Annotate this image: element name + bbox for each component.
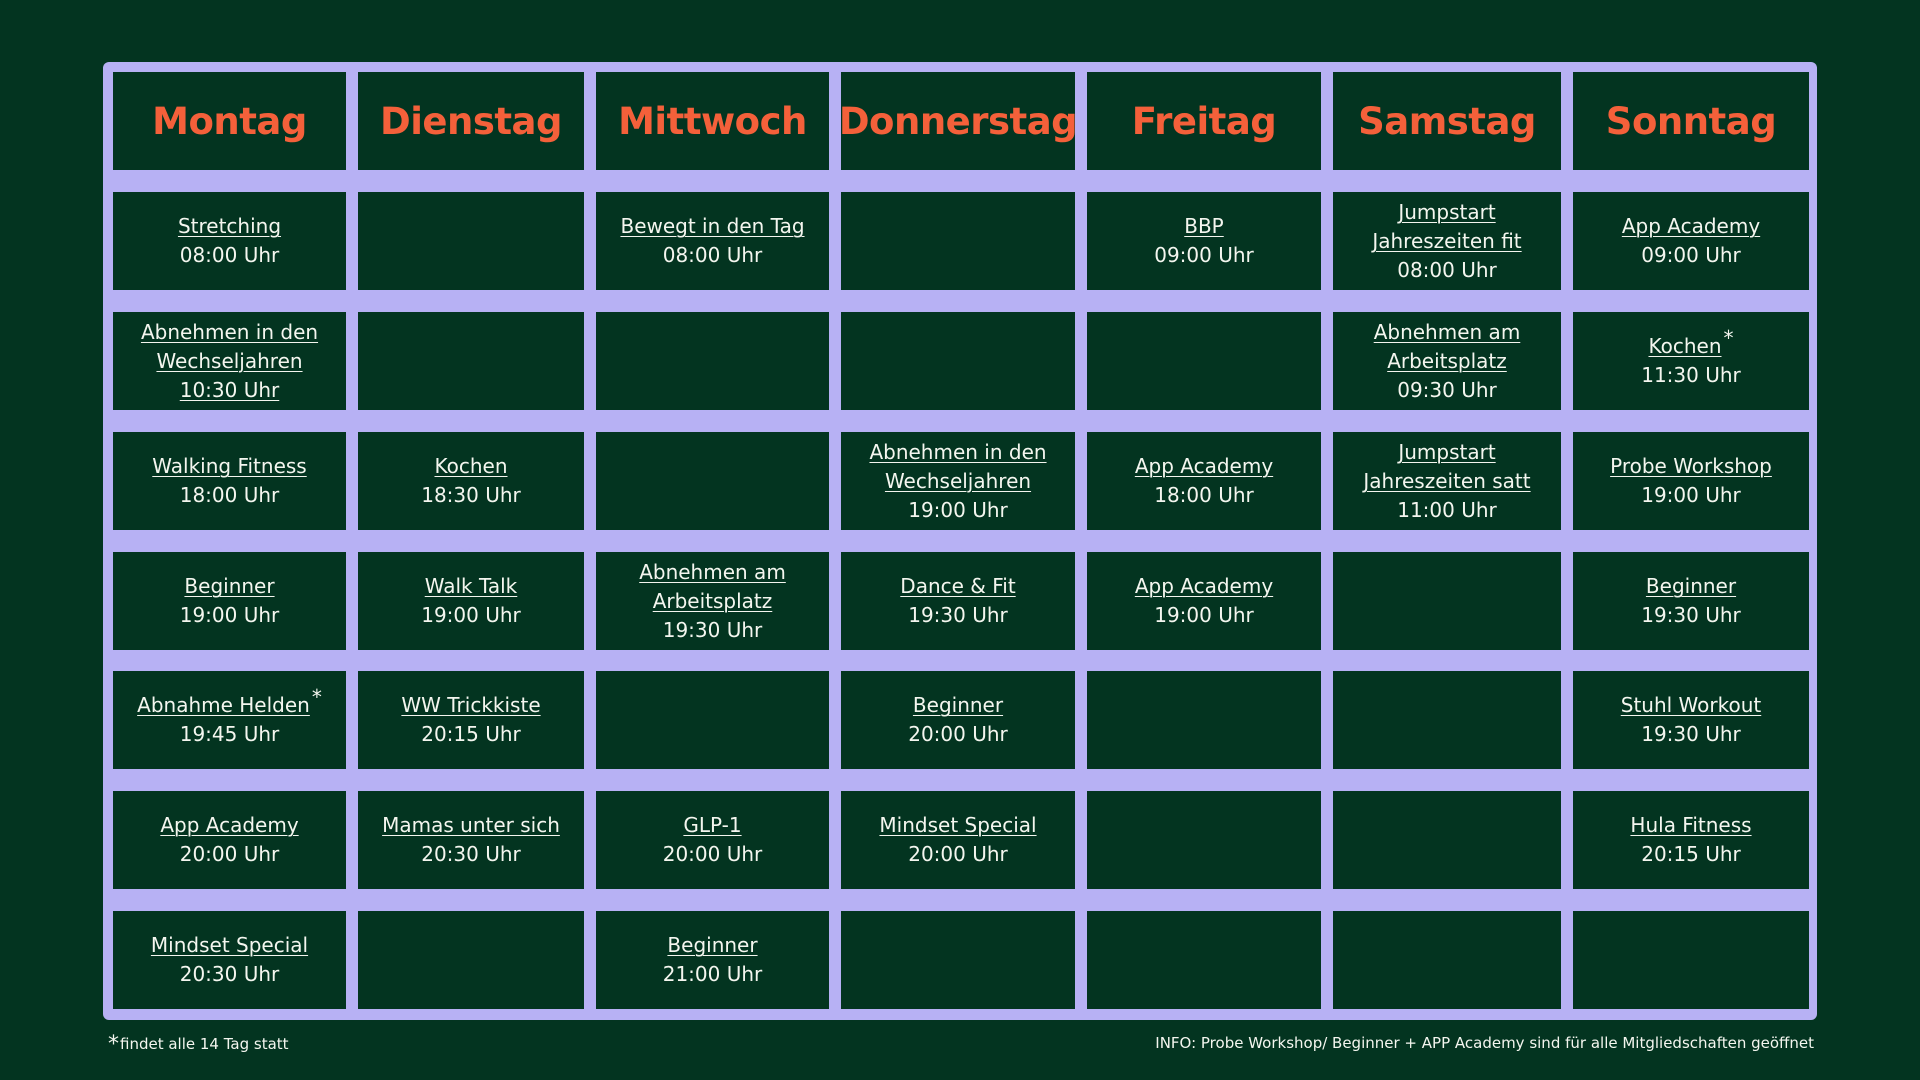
- class-title-line: [683, 811, 741, 840]
- class-title-link[interactable]: Stretching: [177, 214, 282, 238]
- class-time: 20:15 Uhr: [421, 722, 521, 746]
- class-title-link[interactable]: Arbeitsplatz: [652, 588, 773, 613]
- class-title-line: [900, 572, 1015, 601]
- class-slot: [1573, 312, 1809, 410]
- class-title-link[interactable]: Kochen: [1648, 334, 1722, 358]
- class-title-link[interactable]: WW Trickkiste: [401, 693, 541, 717]
- class-slot: [358, 791, 584, 889]
- class-slot: [1573, 791, 1809, 889]
- class-title-link[interactable]: Abnehmen am: [1373, 319, 1521, 344]
- class-title-line: [141, 318, 318, 347]
- class-slot: [113, 312, 346, 410]
- class-time: 20:00 Uhr: [908, 842, 1008, 866]
- class-time: 19:30 Uhr: [662, 617, 763, 642]
- empty-slot: [841, 911, 1075, 1009]
- class-time: 20:00 Uhr: [908, 722, 1008, 746]
- class-title-line: [401, 691, 540, 720]
- footnote-text: findet alle 14 Tag statt: [120, 1035, 289, 1053]
- day-label: Samstag: [1358, 99, 1536, 143]
- day-label: Mittwoch: [618, 99, 807, 143]
- class-title-line: [1374, 318, 1521, 347]
- empty-slot: [1333, 911, 1561, 1009]
- empty-slot: [1333, 552, 1561, 650]
- class-title-line: Kochen *: [1648, 326, 1734, 358]
- class-time: 21:00 Uhr: [662, 962, 763, 986]
- empty-slot: [1087, 671, 1321, 769]
- class-title-line: [1630, 811, 1751, 840]
- class-title-line: [639, 558, 786, 587]
- day-label: Sonntag: [1605, 99, 1777, 143]
- class-title-line: [879, 811, 1036, 840]
- class-title-line: [667, 931, 757, 960]
- class-title-line: Abnahme Helden *: [137, 685, 322, 717]
- class-title-link[interactable]: Abnehmen am: [639, 559, 786, 584]
- class-title-line: [1135, 572, 1273, 601]
- class-slot: [1333, 312, 1561, 410]
- class-time: 20:15 Uhr: [1641, 842, 1741, 866]
- schedule-row: [113, 671, 1809, 769]
- class-time: 19:30 Uhr: [1641, 603, 1741, 627]
- class-title-line: [425, 572, 518, 601]
- class-title-link[interactable]: Walking Fitness: [152, 454, 307, 478]
- empty-slot: [1087, 791, 1321, 889]
- schedule-row: [113, 552, 1809, 650]
- class-slot: [841, 432, 1075, 530]
- class-slot: [841, 791, 1075, 889]
- day-header-wednesday: [596, 72, 829, 170]
- class-time: 08:00 Uhr: [1397, 257, 1497, 282]
- class-time: 19:30 Uhr: [908, 603, 1008, 627]
- class-title-link[interactable]: Beginner: [184, 574, 275, 598]
- day-label: Montag: [152, 99, 307, 143]
- class-slot: [113, 432, 346, 530]
- class-title-line: [885, 467, 1031, 496]
- class-title-link[interactable]: Stuhl Workout: [1620, 693, 1762, 717]
- class-title-line: [1398, 438, 1495, 467]
- empty-slot: [1087, 312, 1321, 410]
- day-header-thursday: [838, 72, 1078, 170]
- class-time: 09:30 Uhr: [1397, 377, 1497, 402]
- class-title-line: [620, 212, 804, 241]
- class-title-line: [152, 452, 306, 481]
- class-time: 19:00 Uhr: [179, 603, 280, 627]
- class-title-link[interactable]: Arbeitsplatz: [1387, 348, 1507, 373]
- class-title-line: [156, 347, 302, 376]
- class-slot: [113, 671, 346, 769]
- empty-slot: [596, 671, 829, 769]
- class-title-line: [1184, 212, 1224, 241]
- class-title-link[interactable]: Dance & Fit: [900, 574, 1016, 598]
- class-title-line: [1610, 452, 1772, 481]
- empty-slot: [596, 312, 829, 410]
- class-time: 08:00 Uhr: [179, 243, 280, 267]
- class-title-link[interactable]: Wechseljahren: [156, 348, 303, 373]
- class-slot: [1087, 432, 1321, 530]
- class-slot: [1573, 192, 1809, 290]
- class-title-link[interactable]: Hula Fitness: [1630, 813, 1752, 837]
- class-time: 18:00 Uhr: [1154, 483, 1254, 507]
- class-title-line: [160, 811, 298, 840]
- empty-slot: [358, 192, 584, 290]
- class-slot: [113, 791, 346, 889]
- class-slot: [358, 552, 584, 650]
- class-time: 19:45 Uhr: [179, 722, 280, 746]
- day-label: Dienstag: [380, 99, 562, 143]
- empty-slot: [358, 312, 584, 410]
- class-title-line: [178, 212, 281, 241]
- class-title-link[interactable]: Mamas unter sich: [382, 813, 560, 837]
- class-slot: [596, 192, 829, 290]
- class-time: 19:00 Uhr: [421, 603, 521, 627]
- class-slot: [1573, 671, 1809, 769]
- class-title-line: [869, 438, 1046, 467]
- class-title-line: [1363, 467, 1530, 496]
- class-time: 19:30 Uhr: [1641, 722, 1741, 746]
- class-title-line: [1621, 691, 1762, 720]
- class-title-link[interactable]: BBP: [1184, 214, 1224, 238]
- class-slot: [358, 671, 584, 769]
- schedule-row: [113, 312, 1809, 410]
- class-slot: [596, 791, 829, 889]
- class-slot: [358, 432, 584, 530]
- class-title-link[interactable]: Beginner: [667, 933, 758, 957]
- empty-slot: [1333, 791, 1561, 889]
- class-title-link[interactable]: Beginner: [912, 693, 1004, 717]
- class-title-link[interactable]: Kochen: [434, 454, 508, 478]
- class-title-line: [1387, 347, 1507, 376]
- class-title-link[interactable]: App Academy: [1134, 454, 1274, 478]
- class-title-link[interactable]: Jumpstart: [1398, 439, 1496, 464]
- class-slot: [1573, 552, 1809, 650]
- class-title-link[interactable]: Mindset Special: [879, 813, 1037, 837]
- class-title-line: [1372, 227, 1521, 256]
- info-note: INFO: Probe Workshop/ Beginner + APP Academy sind für alle Mitgliedschaften geöffnet: [1155, 1034, 1814, 1052]
- empty-slot: [1573, 911, 1809, 1009]
- empty-slot: [1087, 911, 1321, 1009]
- class-time: 11:30 Uhr: [1641, 363, 1741, 387]
- day-header-friday: [1087, 72, 1321, 170]
- schedule-row: [113, 192, 1809, 290]
- day-header-saturday: [1333, 72, 1561, 170]
- empty-slot: [1333, 671, 1561, 769]
- class-slot: [1333, 192, 1561, 290]
- class-title-line: [1646, 572, 1736, 601]
- class-title-link[interactable]: App Academy: [1134, 574, 1274, 598]
- class-title-link[interactable]: Jahreszeiten fit: [1372, 228, 1522, 253]
- class-title-link[interactable]: Wechseljahren: [884, 468, 1032, 493]
- weekly-schedule-table: [103, 62, 1817, 1020]
- day-header-monday: [113, 72, 346, 170]
- class-title-line: [151, 931, 308, 960]
- class-title-link[interactable]: App Academy: [1621, 214, 1761, 238]
- empty-slot: [841, 312, 1075, 410]
- day-header-sunday: [1573, 72, 1809, 170]
- schedule-row: [113, 432, 1809, 530]
- class-slot: [1087, 192, 1321, 290]
- class-slot: [841, 671, 1075, 769]
- class-slot: [596, 911, 829, 1009]
- class-title-line: [434, 452, 507, 481]
- schedule-row: [113, 911, 1809, 1009]
- class-title-link[interactable]: App Academy: [160, 813, 299, 837]
- class-time: 19:00 Uhr: [1641, 483, 1741, 507]
- empty-slot: [841, 192, 1075, 290]
- day-label: Donnerstag: [838, 99, 1078, 143]
- class-title-link[interactable]: Jumpstart: [1398, 199, 1496, 224]
- class-slot: [1573, 432, 1809, 530]
- class-title-link[interactable]: Abnehmen in den: [869, 439, 1047, 464]
- class-time: 20:00 Uhr: [179, 842, 280, 866]
- class-title-line: [913, 691, 1003, 720]
- day-label: Freitag: [1131, 99, 1277, 143]
- class-title-line: [653, 587, 773, 616]
- class-slot: [113, 911, 346, 1009]
- class-time: 10:30 Uhr: [179, 377, 280, 402]
- class-time: 09:00 Uhr: [1154, 243, 1254, 267]
- day-header-tuesday: [358, 72, 584, 170]
- class-title-line: [1622, 212, 1760, 241]
- class-time: 20:00 Uhr: [662, 842, 763, 866]
- class-time: 20:30 Uhr: [179, 962, 280, 986]
- class-title-line: [1398, 198, 1495, 227]
- class-time: 18:00 Uhr: [179, 483, 280, 507]
- class-title-link[interactable]: GLP-1: [683, 813, 742, 837]
- class-title-link[interactable]: Abnehmen in den: [140, 319, 319, 344]
- class-title-link[interactable]: Probe Workshop: [1610, 454, 1772, 478]
- class-time: 20:30 Uhr: [421, 842, 521, 866]
- class-slot: [596, 552, 829, 650]
- class-title-link[interactable]: Beginner: [1645, 574, 1737, 598]
- class-time: 08:00 Uhr: [662, 243, 763, 267]
- class-time: 19:00 Uhr: [1154, 603, 1254, 627]
- class-slot: [113, 552, 346, 650]
- empty-slot: [596, 432, 829, 530]
- class-title-line: [184, 572, 274, 601]
- schedule-row: [113, 791, 1809, 889]
- class-time: 18:30 Uhr: [421, 483, 521, 507]
- class-time: 09:00 Uhr: [1641, 243, 1741, 267]
- class-title-link[interactable]: Walk Talk: [424, 574, 518, 598]
- class-slot: [841, 552, 1075, 650]
- class-title-link[interactable]: Jahreszeiten satt: [1363, 468, 1531, 493]
- class-slot: [1333, 432, 1561, 530]
- class-title-link[interactable]: Bewegt in den Tag: [620, 214, 805, 238]
- empty-slot: [358, 911, 584, 1009]
- header-row: [113, 72, 1809, 170]
- class-title-link[interactable]: Abnahme Helden: [137, 693, 310, 717]
- class-title-link[interactable]: Mindset Special: [150, 933, 309, 957]
- class-title-line: [1135, 452, 1273, 481]
- footnote-star: *: [108, 1032, 119, 1057]
- class-slot: [113, 192, 346, 290]
- class-slot: [1087, 552, 1321, 650]
- footnote: [108, 1030, 289, 1055]
- class-time: 11:00 Uhr: [1397, 497, 1497, 522]
- class-title-line: [382, 811, 560, 840]
- class-time: 19:00 Uhr: [908, 497, 1008, 522]
